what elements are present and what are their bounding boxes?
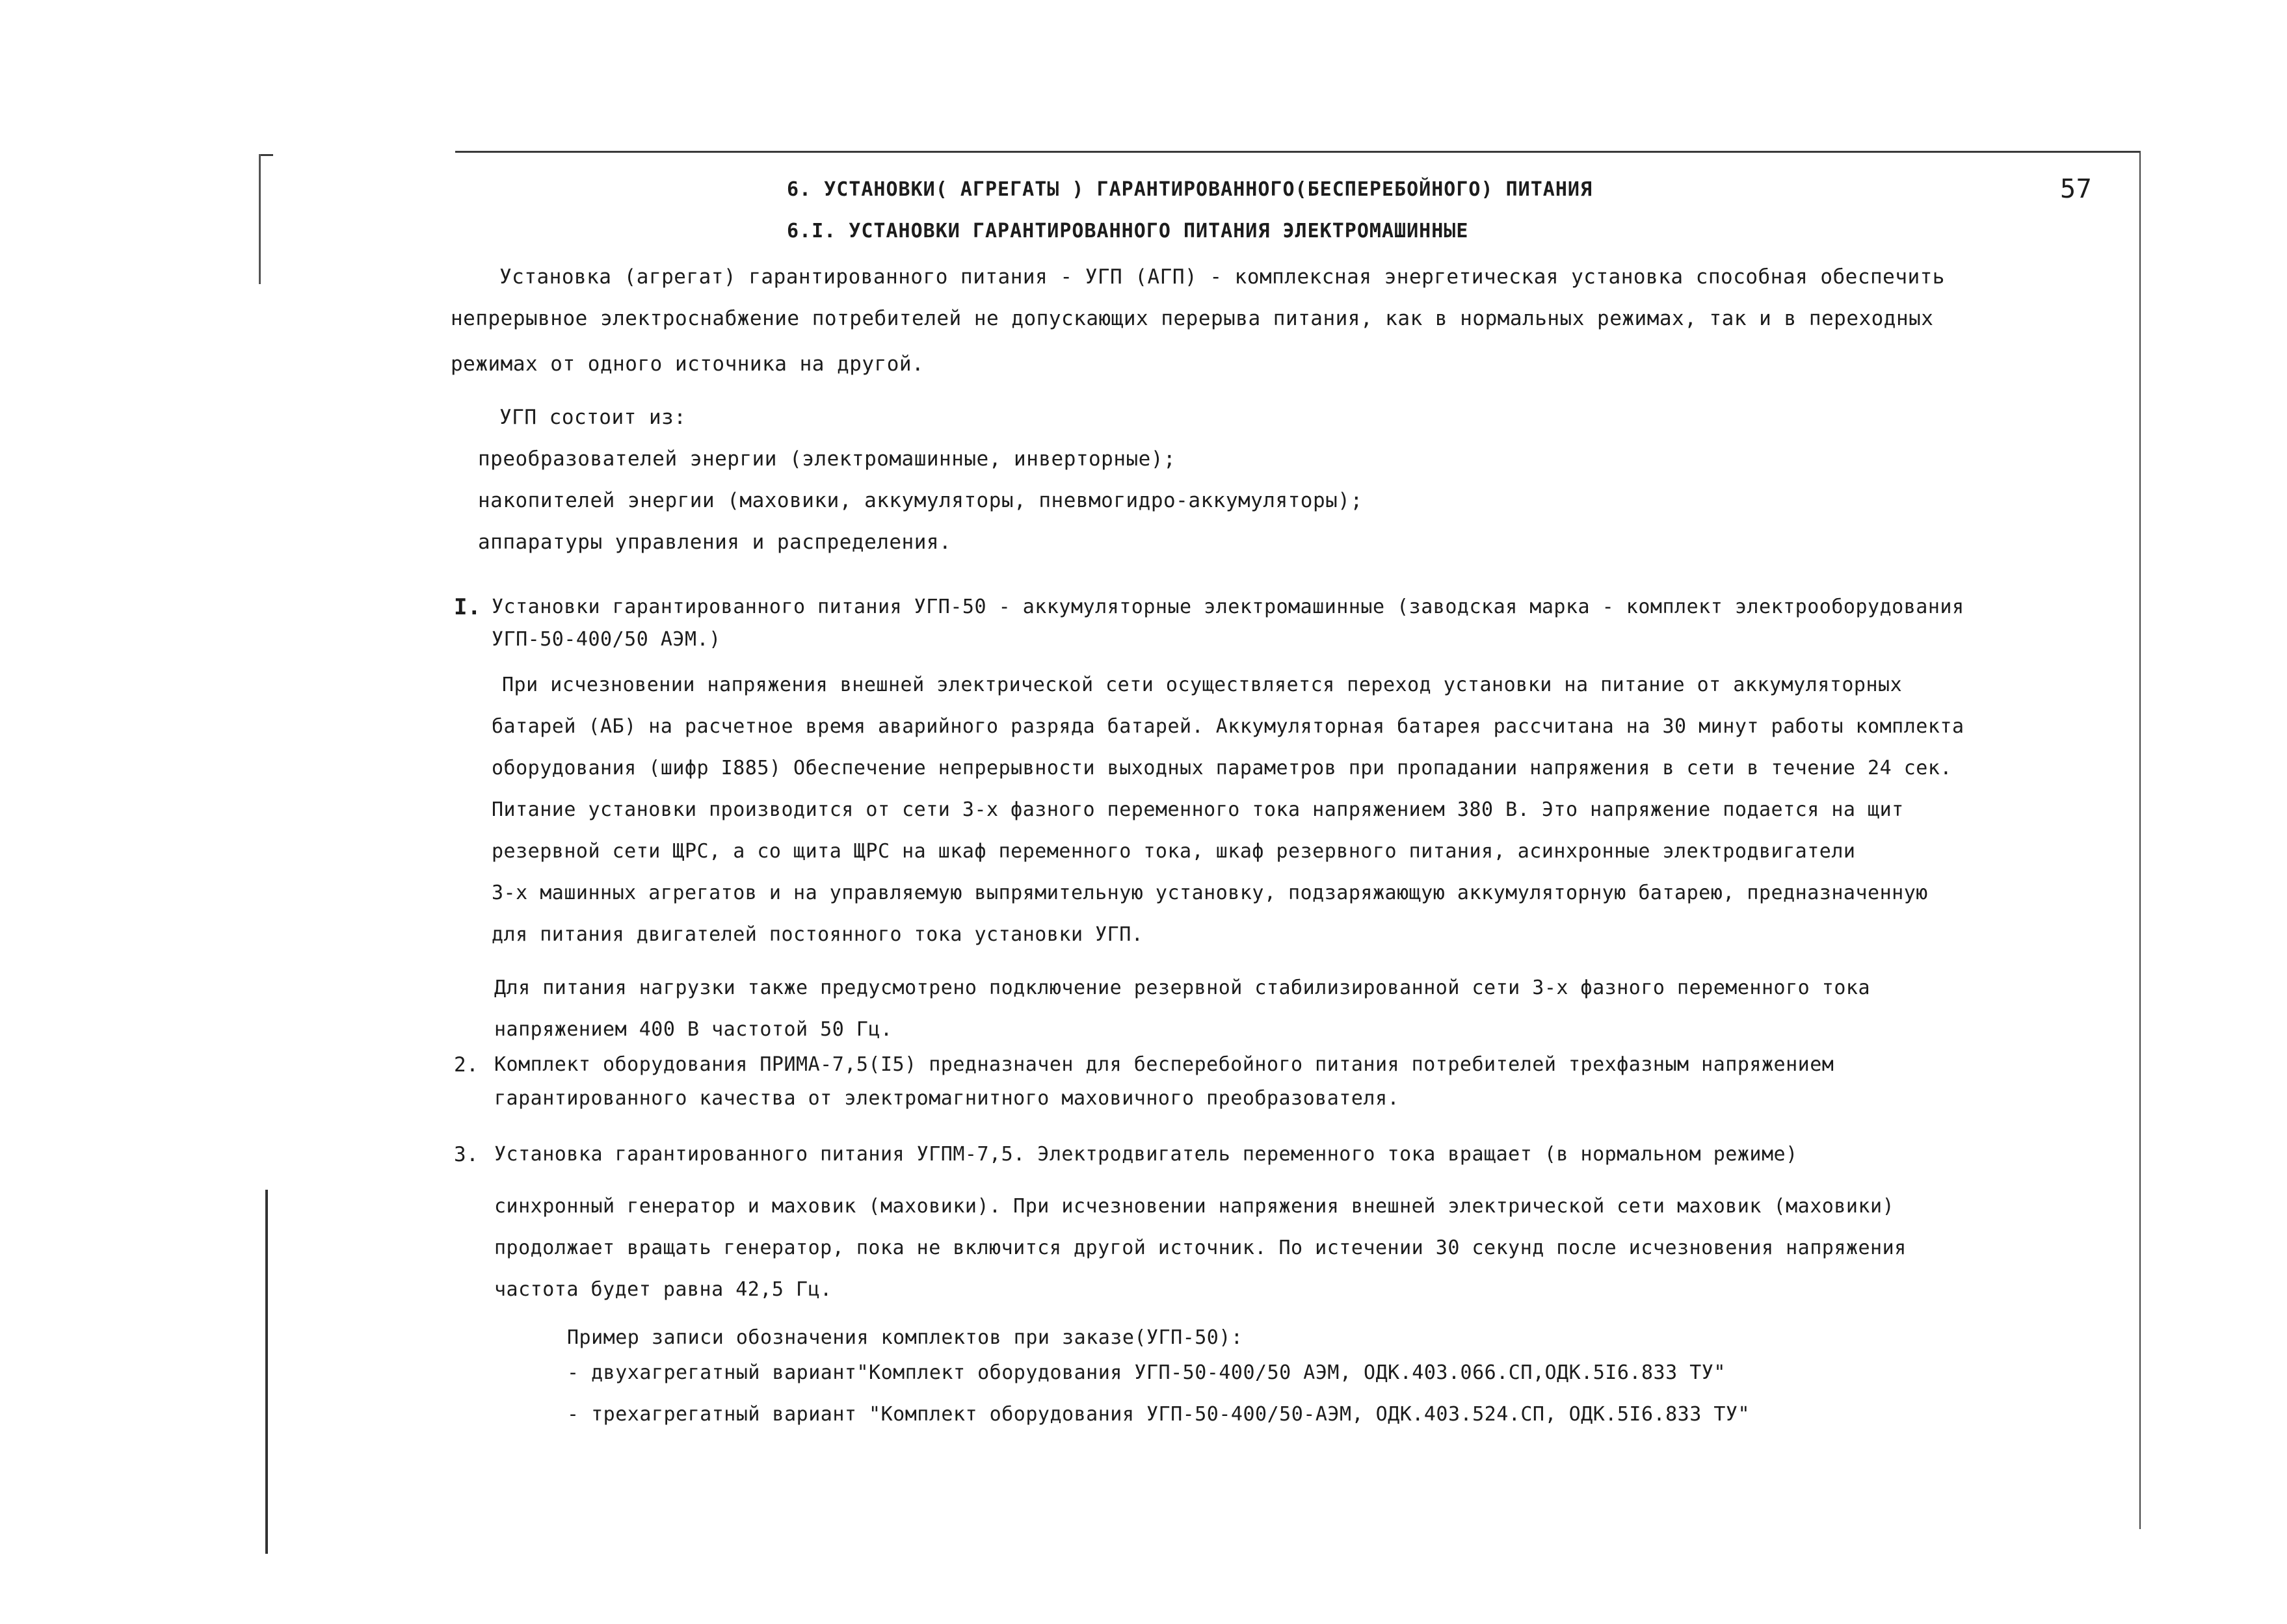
item1-paragraph-line: оборудования (шифр I885) Обеспечение непрерывности выходных параметров при пропадании напряжения в сети в течение 24 сек. (492, 757, 1952, 779)
consists-label: УГП состоит из: (499, 406, 687, 429)
item3-line: синхронный генератор и маховик (маховики). При исчезновении напряжения внешней электрической сети маховик (маховики) (494, 1195, 1895, 1218)
example-line: - двухагрегатный вариант"Комплект оборудования УГП-50-400/50 АЭМ, ОДК.403.066.СП,ОДК.5I6.833 ТУ" (567, 1361, 1726, 1384)
intro-line: Установка (агрегат) гарантированного питания - УГП (АГП) - комплексная энергетическая установка способная обеспечить (499, 265, 1945, 289)
item1-number: I. (454, 594, 481, 620)
item3-line: продолжает вращать генератор, пока не включится другой источник. По истечении 30 секунд после исчезновения напряжения (494, 1237, 1907, 1259)
frame-top-line (455, 151, 2139, 153)
item1-paragraph2-line: Для питания нагрузки также предусмотрено подключение резервной стабилизированной сети 3-х фазного переменного тока (494, 976, 1871, 999)
frame-corner-mark (259, 154, 273, 156)
consists-item: накопителей энергии (маховики, аккумуляторы, пневмогидро-аккумуляторы); (478, 489, 1363, 512)
item1-paragraph-line: 3-х машинных агрегатов и на управляемую выпрямительную установку, подзаряжающую аккумуляторную батарею, предназначенную (492, 882, 1928, 904)
consists-item: преобразователей энергии (электромашинные, инверторные); (478, 447, 1176, 471)
intro-line: режимах от одного источника на другой. (451, 352, 925, 376)
frame-left-line (259, 154, 261, 284)
item3-number: 3. (454, 1143, 479, 1166)
item1-paragraph-line: резервной сети ЩРС, а со щита ЩРС на шкаф переменного тока, шкаф резервного питания, асинхронные электродвигатели (492, 840, 1856, 863)
subsection-heading: 6.I. УСТАНОВКИ ГАРАНТИРОВАННОГО ПИТАНИЯ ЭЛЕКТРОМАШИННЫЕ (787, 220, 1469, 242)
example-line: - трехагрегатный вариант "Комплект оборудования УГП-50-400/50-АЭМ, ОДК.403.524.СП, ОДК.5I6.833 ТУ" (567, 1403, 1751, 1426)
frame-right-line (2139, 151, 2141, 1529)
item1-paragraph-line: Питание установки производится от сети 3-х фазного переменного тока напряжением 380 В. Это напряжение подается на щит (492, 798, 1904, 821)
item1-paragraph-line: При исчезновении напряжения внешней электрической сети осуществляется переход установки на питание от аккумуляторных (502, 674, 1903, 696)
item1-title-line: Установки гарантированного питания УГП-50 - аккумуляторные электромашинные (заводская марка - комплект электрооборудования (492, 596, 1964, 618)
item1-paragraph-line: для питания двигателей постоянного тока установки УГП. (492, 923, 1144, 946)
item1-title-line: УГП-50-400/50 АЭМ.) (492, 628, 721, 651)
item2-line: Комплект оборудования ПРИМА-7,5(I5) предназначен для бесперебойного питания потребителей трехфазным напряжением (494, 1053, 1834, 1076)
intro-line: непрерывное электроснабжение потребителей не допускающих перерыва питания, как в нормальных режимах, так и в переходных (451, 307, 1934, 330)
section-heading: 6. УСТАНОВКИ( АГРЕГАТЫ ) ГАРАНТИРОВАННОГО(БЕСПЕРЕБОЙНОГО) ПИТАНИЯ (787, 178, 1593, 201)
frame-left-lower-line (265, 1190, 268, 1554)
item1-paragraph-line: батарей (АБ) на расчетное время аварийного разряда батарей. Аккумуляторная батарея рассчитана на 30 минут работы комплекта (492, 715, 1964, 738)
item3-title: Установка гарантированного питания УГПМ-7,5. Электродвигатель переменного тока вращает (в нормальном режиме) (494, 1143, 1798, 1166)
consists-item: аппаратуры управления и распределения. (478, 530, 952, 554)
item2-number: 2. (454, 1053, 479, 1077)
item2-line: гарантированного качества от электромагнитного маховичного преобразователя. (494, 1087, 1400, 1110)
item3-line: частота будет равна 42,5 Гц. (494, 1278, 832, 1301)
page-number: 57 (2060, 174, 2093, 204)
example-label: Пример записи обозначения комплектов при заказе(УГП-50): (567, 1326, 1243, 1349)
item1-paragraph2-line: напряжением 400 В частотой 50 Гц. (494, 1018, 893, 1041)
